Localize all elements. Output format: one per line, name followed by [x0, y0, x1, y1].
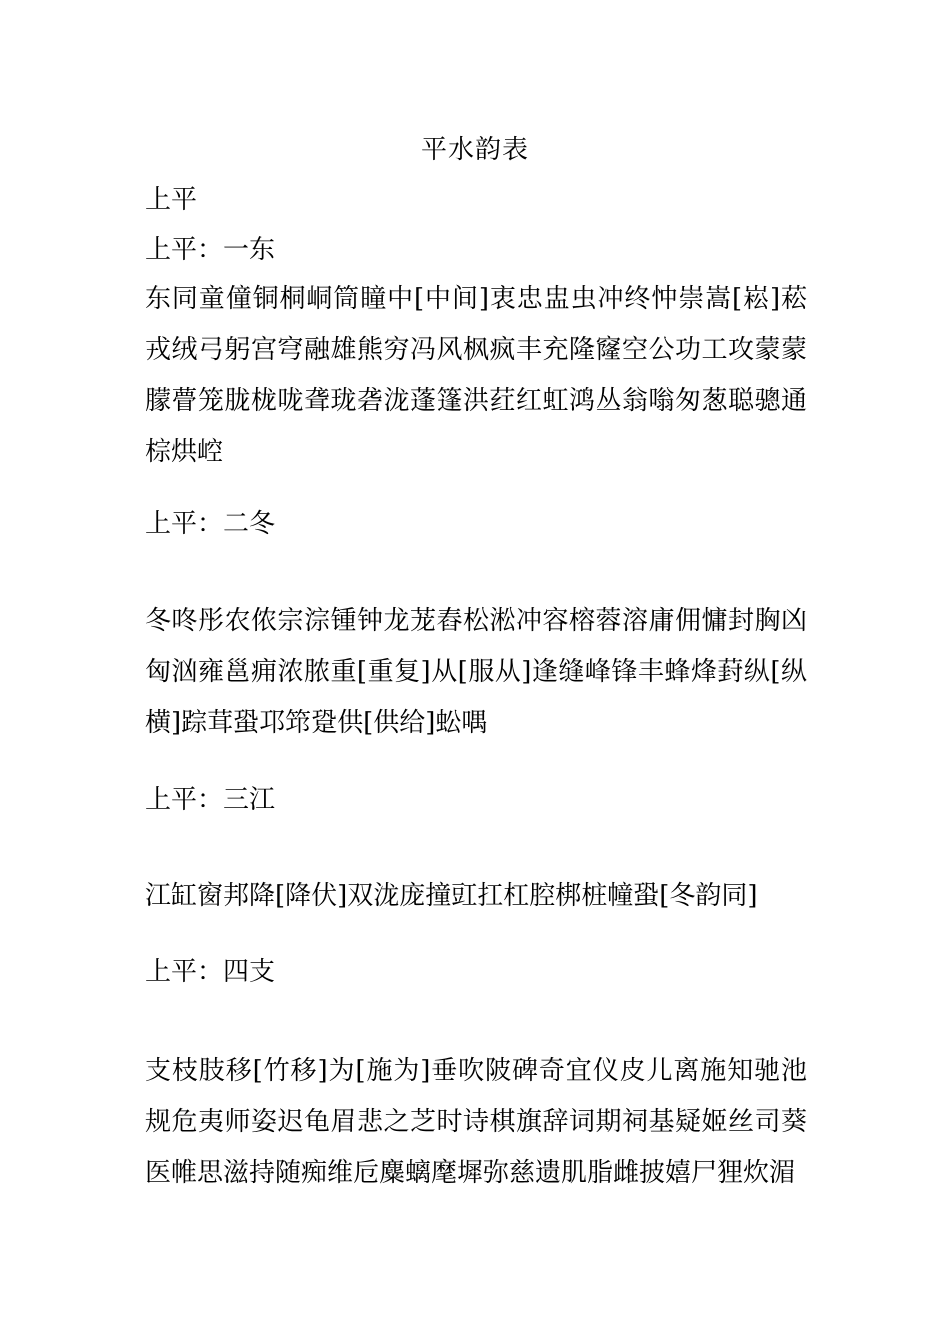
section-heading: 上平: [145, 185, 198, 215]
document-title: 平水韵表: [420, 135, 529, 165]
rhyme-heading-2: 上平：二冬: [145, 509, 276, 539]
rhyme-heading-3: 上平：三江: [145, 785, 276, 815]
rhyme-characters-4: 支枝肢移[竹移]为[施为]垂吹陂碑奇宜仪皮儿离施知驰池规危夷师姿迟龟眉悲之芝时诗棋旗辞词期祠基疑姬丝司葵医帷思滋持随痴维卮麋螭麾墀弥慈遗肌脂雌披嬉尸狸炊湄: [145, 1056, 807, 1188]
rhyme-heading-1: 上平：一东: [145, 235, 276, 265]
rhyme-characters-2: 冬咚彤农侬宗淙锺钟龙茏舂松淞冲容榕蓉溶庸佣慵封胸凶匈汹雍邕痈浓脓重[重复]从[服从]逢缝峰锋丰蜂烽葑纵[纵横]踪茸蛩邛筇跫供[供给]蚣喁: [145, 606, 807, 738]
rhyme-characters-1: 东同童僮铜桐峒筒瞳中[中间]衷忠盅虫冲终忡崇嵩[崧]菘戎绒弓躬宫穹融雄熊穷冯风枫疯丰充隆窿空公功工攻蒙蒙朦瞢笼胧栊咙聋珑砻泷蓬篷洪荭红虹鸿丛翁嗡匆葱聪骢通棕烘崆: [145, 284, 807, 467]
rhyme-characters-3: 江缸窗邦降[降伏]双泷庞撞豇扛杠腔梆桩幢蛩[冬韵同]: [145, 881, 758, 911]
rhyme-heading-4: 上平：四支: [145, 957, 276, 987]
